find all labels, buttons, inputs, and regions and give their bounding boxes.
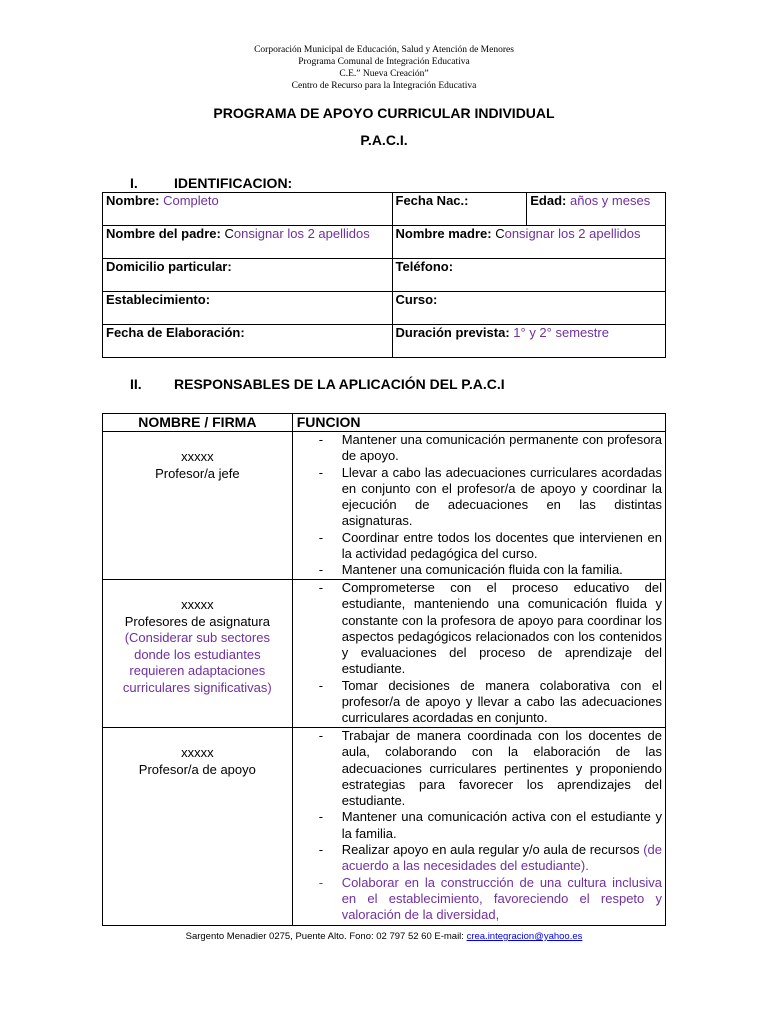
section-label: IDENTIFICACION:: [174, 175, 293, 191]
list-item-text: Trabajar de manera coordinada con los docentes de aula, colaborando con la elaboración de las adecuaciones curriculares pertinentes y proponiendo estrategias para favorecer los aprendizajes del estudiante.: [341, 728, 662, 809]
column-header-funcion: FUNCION: [292, 414, 665, 432]
list-item-text: Tomar decisiones de manera colaborativa con el profesor/a de apoyo y llevar a cabo las adecuaciones curriculares acordadas en conjunto.: [341, 677, 662, 726]
curso-cell: [392, 292, 666, 325]
section-responsables-heading: [130, 376, 505, 392]
document-title: PROGRAMA DE APOYO CURRICULAR INDIVIDUAL: [213, 105, 555, 121]
list-item: [297, 530, 662, 563]
dash-bullet: -: [318, 728, 324, 743]
field-value: onsignar los 2 apellidos: [504, 226, 641, 241]
list-item: [297, 728, 662, 809]
role-label: Profesor/a jefe: [155, 465, 240, 481]
list-item: [297, 842, 662, 875]
section-number: II.: [130, 376, 142, 392]
responsable-name-cell: [103, 580, 293, 728]
responsable-name-cell: [103, 728, 293, 926]
letterhead: [0, 44, 768, 92]
field-label: Nombre del padre:: [106, 226, 221, 241]
responsables-table: [102, 413, 666, 926]
name-placeholder: xxxxx: [181, 449, 214, 464]
field-label: Establecimiento:: [106, 292, 211, 307]
role-label: Profesores de asignatura: [124, 613, 270, 629]
role-note: (Considerar sub sectores donde los estudiantes requieren adaptaciones curriculares significativas): [122, 630, 272, 695]
list-item-text: Comprometerse con el proceso educativo del estudiante, manteniendo una comunicación fluida y constante con la profesora de apoyo para coordinar los aspectos pedagógicos relacionados con los contenidos y evaluaciones del proceso de aprendizaje del estudiante.: [341, 580, 662, 677]
domicilio-cell: [103, 259, 393, 292]
dash-bullet: -: [318, 464, 324, 480]
name-placeholder: xxxxx: [181, 597, 214, 612]
fecha-elaboracion-cell: [103, 325, 393, 358]
table-row: [103, 432, 666, 580]
list-item-text: Coordinar entre todos los docentes que intervienen en la actividad pedagógica del curso.: [341, 529, 662, 562]
field-label: Fecha de Elaboración:: [106, 325, 245, 340]
list-item-text: Llevar a cabo las adecuaciones curriculares acordadas en conjunto con el profesor/a de apoyo y coordinar la ejecución de adecuaciones en las distintas asignaturas.: [341, 464, 662, 529]
dash-bullet: -: [318, 562, 324, 578]
nombre-cell: [103, 193, 393, 226]
funcion-clip: [297, 728, 662, 925]
field-value: 1° y 2° semestre: [513, 325, 609, 340]
dash-bullet: -: [318, 874, 324, 890]
dash-bullet: -: [318, 809, 324, 825]
column-header-nombre: NOMBRE / FIRMA: [103, 414, 293, 432]
telefono-cell: [392, 259, 666, 292]
list-item-text: Realizar apoyo en aula regular y/o aula de recursos: [341, 842, 640, 858]
funcion-list: [297, 728, 662, 924]
field-value: Completo: [163, 193, 219, 208]
madre-cell: [392, 226, 666, 259]
field-label: Curso:: [395, 292, 438, 307]
letterhead-line: Centro de Recurso para la Integración Educativa: [291, 81, 477, 91]
letterhead-line: Programa Comunal de Integración Educativa: [298, 57, 470, 67]
name-placeholder: xxxxx: [181, 745, 214, 760]
dash-bullet: -: [318, 432, 324, 447]
list-item: [297, 432, 662, 465]
duracion-cell: [392, 325, 666, 358]
list-item-text: Mantener una comunicación activa con el estudiante y la familia.: [341, 809, 662, 841]
dash-bullet: -: [318, 580, 324, 595]
letterhead-line: Corporación Municipal de Educación, Salud y Atención de Menores: [254, 45, 514, 55]
table-row: [103, 580, 666, 728]
list-item-note: (de acuerdo a las necesidades del estudiante).: [341, 842, 662, 874]
list-item: [297, 809, 662, 842]
field-value-initial: C: [495, 226, 505, 241]
padre-cell: [103, 226, 393, 259]
fecha-nac-cell: [392, 193, 527, 226]
page-footer: [0, 931, 768, 942]
footer-email-link[interactable]: crea.integracion@yahoo.es: [466, 931, 583, 942]
identification-table: [102, 192, 666, 358]
responsable-name-cell: [103, 432, 293, 580]
table-row: [103, 292, 666, 325]
field-label: Edad:: [530, 193, 567, 208]
table-row: [103, 728, 666, 926]
list-item: [297, 465, 662, 530]
role-label: Profesor/a de apoyo: [138, 761, 256, 777]
field-label: Fecha Nac.:: [395, 193, 469, 208]
list-item-text: Mantener una comunicación permanente con profesora de apoyo.: [341, 432, 662, 464]
section-identificacion-heading: [130, 175, 292, 191]
funcion-cell: [292, 580, 665, 728]
field-label: Duración prevista:: [395, 325, 510, 340]
establecimiento-cell: [103, 292, 393, 325]
field-value-initial: C: [224, 226, 234, 241]
table-row: [103, 226, 666, 259]
table-header-row: [103, 414, 666, 432]
field-label: Teléfono:: [395, 259, 454, 274]
field-label: Domicilio particular:: [106, 259, 232, 274]
table-row: [103, 259, 666, 292]
list-item-text: Mantener una comunicación fluida con la familia.: [341, 562, 623, 578]
table-row: [103, 193, 666, 226]
section-label: RESPONSABLES DE LA APLICACIÓN DEL P.A.C.I: [174, 376, 505, 392]
list-item: [297, 580, 662, 678]
field-value: onsignar los 2 apellidos: [233, 226, 370, 241]
edad-cell: [527, 193, 666, 226]
list-item-text: Colaborar en la construcción de una cultura inclusiva en el establecimiento, favoreciendo el respeto y valoración de la diversidad,: [341, 874, 662, 923]
section-number: I.: [130, 175, 138, 191]
dash-bullet: -: [318, 842, 324, 858]
dash-bullet: -: [318, 677, 324, 693]
document-subtitle: P.A.C.I.: [360, 132, 408, 148]
field-label: Nombre madre:: [395, 226, 492, 241]
footer-address: Sargento Menadier 0275, Puente Alto. Fono: 02 797 52 60 E-mail:: [185, 931, 464, 942]
list-item: [297, 562, 662, 578]
funcion-cell: [292, 432, 665, 580]
funcion-list: [297, 580, 662, 727]
list-item: [297, 875, 662, 924]
funcion-list: [297, 432, 662, 579]
funcion-cell: [292, 728, 665, 926]
table-row: [103, 325, 666, 358]
field-value: años y meses: [570, 193, 651, 208]
field-label: Nombre:: [106, 193, 160, 208]
list-item: [297, 678, 662, 727]
dash-bullet: -: [318, 529, 324, 545]
letterhead-line: C.E.” Nueva Creación”: [339, 69, 429, 79]
